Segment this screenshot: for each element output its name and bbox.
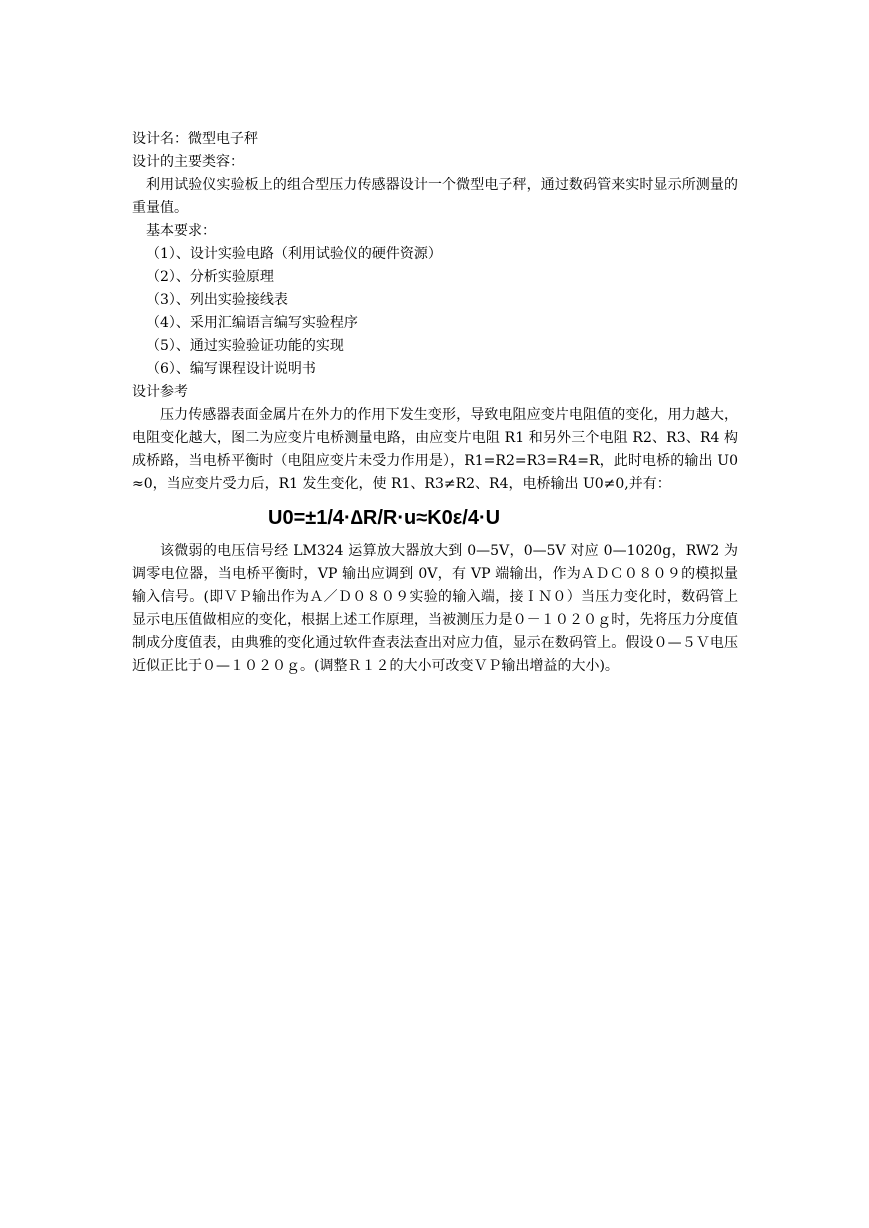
list-item: （6）、编写课程设计说明书	[146, 361, 316, 377]
content-heading: 设计的主要类容：	[132, 154, 244, 170]
document-page	[132, 128, 738, 678]
list-item: （4）、采用汇编语言编写实验程序	[146, 315, 358, 331]
principle-paragraph: 压力传感器表面金属片在外力的作用下发生变形，导致电阻应变片电阻值的变化，用力越大，电阻变化越大，图二为应变片电桥测量电路，由应变片电阻 R1 和另外三个电阻 R2、R3、R4 构成桥路，当电桥平衡时（电阻应变片未受力作用是），R1=R2=R3=R4=R，此时电桥的输出 U0≈0，当应变片受力后，R1 发生变化，使 R1、R3≠R2、R4，电桥输出 U0≠0,并有：	[132, 407, 738, 492]
intro-paragraph: 利用试验仪实验板上的组合型压力传感器设计一个微型电子秤，通过数码管来实时显示所测量的重量值。	[132, 177, 738, 216]
requirements-heading: 基本要求：	[146, 223, 216, 239]
reference-heading: 设计参考	[132, 384, 188, 400]
design-title: 设计名：微型电子秤	[132, 131, 258, 147]
list-item: （2）、分析实验原理	[146, 269, 274, 285]
bridge-formula: U0=±1/4·∆R/R·u≈K0ε/4·U	[268, 507, 501, 529]
list-item: （3）、列出实验接线表	[146, 292, 288, 308]
requirements-list	[132, 243, 738, 381]
signal-paragraph: 该微弱的电压信号经 LM324 运算放大器放大到 0—5V，0—5V 对应 0—1020g，RW2 为调零电位器，当电桥平衡时，VP 输出应调到 0V，有 VP 端输出，作为ＡＤＣ０８０９的模拟量输入信号。(即ＶＰ输出作为Ａ／Ｄ０８０９实验的输入端，接ＩＮ０）当压力变化时，数码管上显示电压值做相应的变化，根据上述工作原理，当被测压力是０－１０２０ｇ时，先将压力分度值制成分度值表，由典雅的变化通过软件查表法查出对应力值，显示在数码管上。假设０—５Ｖ电压近似正比于０—１０２０ｇ。(调整Ｒ１２的大小可改变ＶＰ输出增益的大小)。	[132, 543, 738, 674]
list-item: （5）、通过实验验证功能的实现	[146, 338, 344, 354]
list-item: （1）、设计实验电路（利用试验仪的硬件资源）	[146, 246, 442, 262]
